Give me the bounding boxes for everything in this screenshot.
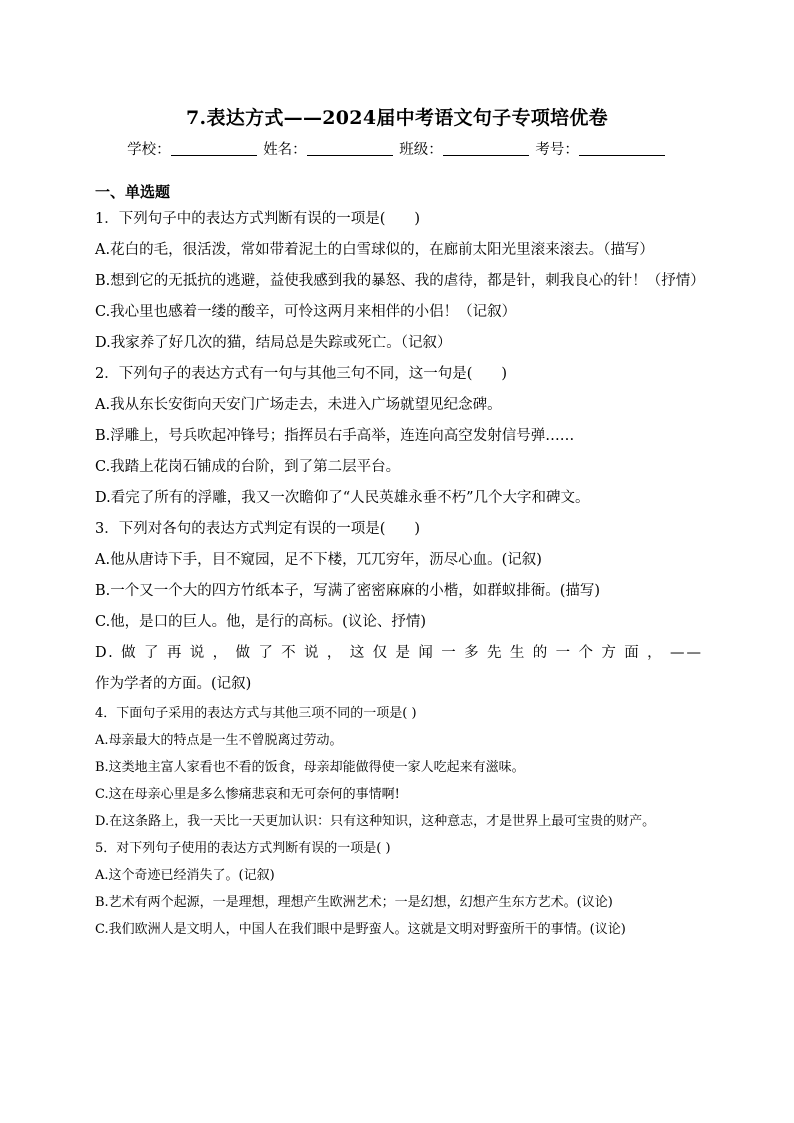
option-b: B.浮雕上，号兵吹起冲锋号；指挥员右手高举，连连向高空发射信号弹…… (95, 428, 575, 444)
option-a: A.他从唐诗下手，目不窥园，足不下楼，兀兀穷年，沥尽心血。(记叙) (95, 552, 542, 568)
question-3 (95, 514, 703, 700)
question-5 (95, 835, 703, 943)
option-d-continued: 作为学者的方面。(记叙) (95, 676, 252, 692)
number-label: 考号： (535, 142, 579, 158)
option-d: D.我家养了好几次的猫，结局总是失踪或死亡。（记叙） (95, 335, 452, 351)
option-c: C.我们欧洲人是文明人，中国人在我们眼中是野蛮人。这就是文明对野蛮所干的事情。(议论) (95, 922, 626, 937)
option-a: A.母亲最大的特点是一生不曾脱离过劳动。 (95, 733, 343, 748)
option-b: B.想到它的无抵抗的逃避，益使我感到我的暴怒、我的虐待，都是针，刺我良心的针！（抒情） (95, 273, 705, 289)
option-d: D.做了再说，做了不说，这仅是闻一多先生的一个方面，—— (95, 645, 703, 661)
option-b: B.艺术有两个起源，一是理想，理想产生欧洲艺术；一是幻想，幻想产生东方艺术。(议论) (95, 895, 613, 910)
student-info-row (0, 138, 794, 159)
page-title: 7.表达方式——2024届中考语文句子专项培优卷 (186, 107, 608, 129)
option-b: B.一个又一个大的四方竹纸本子，写满了密密麻麻的小楷，如群蚁排衙。(描写) (95, 583, 601, 599)
question-stem: 2．下列句子的表达方式有一句与其他三句不同，这一句是( ) (95, 366, 508, 382)
option-a: A.这个奇迹已经消失了。(记叙) (95, 868, 275, 883)
option-c: C.这在母亲心里是多么惨痛悲哀和无可奈何的事情啊! (95, 787, 400, 802)
class-blank[interactable] (443, 141, 529, 156)
name-label: 姓名： (263, 142, 307, 158)
option-b: B.这类地主富人家看也不看的饭食，母亲却能做得使一家人吃起来有滋味。 (95, 760, 525, 775)
option-d: D.看完了所有的浮雕，我又一次瞻仰了“人民英雄永垂不朽”几个大字和碑文。 (95, 490, 590, 506)
class-label: 班级： (399, 142, 443, 158)
question-stem: 4．下面句子采用的表达方式与其他三项不同的一项是( ) (95, 706, 417, 721)
option-c: C.他，是口的巨人。他，是行的高标。(议论、抒情) (95, 614, 426, 630)
option-d: D.在这条路上，我一天比一天更加认识：只有这种知识，这种意志，才是世界上最可宝贵的财产。 (95, 814, 656, 829)
question-stem: 1．下列句子中的表达方式判断有误的一项是( ) (95, 211, 421, 227)
name-blank[interactable] (307, 141, 393, 156)
question-2 (95, 359, 703, 514)
question-list (95, 180, 703, 943)
school-label: 学校： (127, 142, 171, 158)
number-blank[interactable] (579, 141, 665, 156)
question-1 (95, 204, 703, 359)
school-blank[interactable] (171, 141, 257, 156)
option-a: A.花白的毛，很活泼，常如带着泥土的白雪球似的，在廊前太阳光里滚来滚去。（描写） (95, 242, 654, 258)
option-a: A.我从东长安街向天安门广场走去，未进入广场就望见纪念碑。 (95, 397, 502, 413)
question-stem: 5．对下列句子使用的表达方式判断有误的一项是( ) (95, 841, 391, 856)
section-title: 一、单选题 (95, 183, 171, 201)
question-4 (95, 700, 703, 835)
question-stem: 3．下列对各句的表达方式判定有误的一项是( ) (95, 521, 421, 537)
option-c: C.我踏上花岗石铺成的台阶，到了第二层平台。 (95, 459, 401, 475)
option-c: C.我心里也感着一缕的酸辛，可怜这两月来相伴的小侣！（记叙） (95, 304, 517, 320)
